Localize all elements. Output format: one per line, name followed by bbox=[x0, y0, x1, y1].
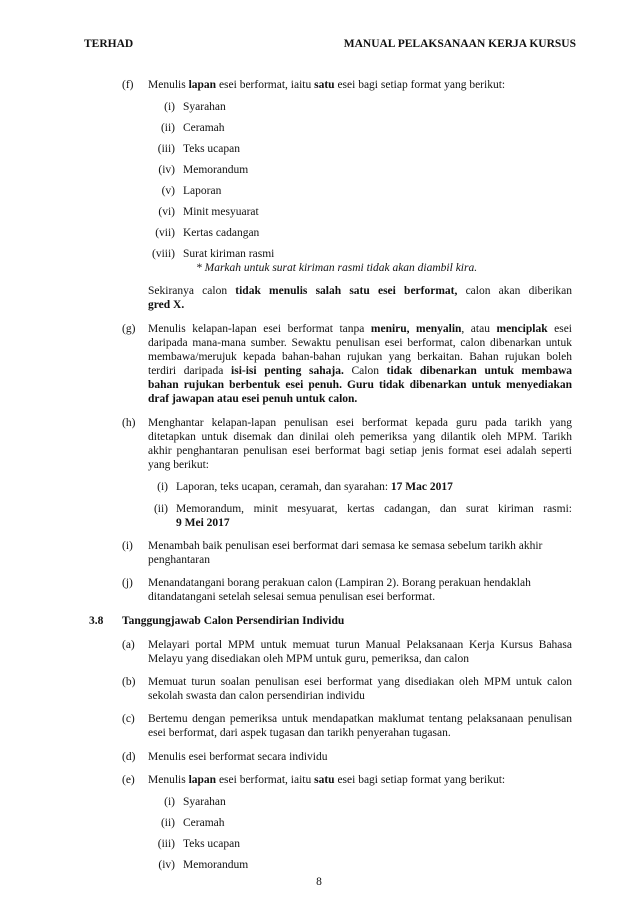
sub-item-number: (iv) bbox=[158, 164, 175, 176]
paragraph-line: ditandatangani setelah selesai semua penulisan esei berformat. bbox=[148, 591, 436, 603]
paragraph-line: penghantaran bbox=[148, 554, 210, 566]
paragraph-line: terdiri daripada isi-isi penting sahaja. Calon tidak dibenarkan untuk membawa bbox=[148, 365, 572, 377]
paragraph-line: Menghantar kelapan-lapan penulisan esei berformat kepada guru pada tarikh yang bbox=[148, 417, 572, 429]
header-right: MANUAL PELAKSANAAN KERJA KURSUS bbox=[343, 38, 576, 50]
header-left: TERHAD bbox=[84, 38, 134, 50]
sub-item-text: Ceramah bbox=[183, 122, 225, 134]
note: * Markah untuk surat kiriman rasmi tidak akan diambil kira. bbox=[196, 262, 478, 274]
item-label: (a) bbox=[122, 639, 135, 651]
sub-item-text: Teks ucapan bbox=[183, 143, 240, 155]
sub-item-text: Minit mesyuarat bbox=[183, 206, 259, 218]
sub-item-text: Syarahan bbox=[183, 796, 226, 808]
sub-item-text: Memorandum bbox=[183, 859, 249, 871]
paragraph-line: gred X. bbox=[148, 299, 185, 311]
sub-item-number: (iv) bbox=[158, 859, 175, 871]
sub-item-number: (viii) bbox=[152, 248, 175, 260]
sub-item-text: Laporan, teks ucapan, ceramah, dan syarahan: 17 Mac 2017 bbox=[176, 481, 453, 493]
sub-item-number: (vi) bbox=[158, 206, 175, 218]
sub-item-text: Memorandum bbox=[183, 164, 249, 176]
item-label: (i) bbox=[122, 540, 133, 552]
paragraph-line: ditetapkan untuk disemak dan dinilai oleh pemeriksa yang dilantik oleh MPM. Tarikh bbox=[148, 431, 572, 443]
sub-item-text: Laporan bbox=[183, 185, 222, 197]
paragraph-line: Menulis esei berformat secara individu bbox=[148, 751, 328, 763]
item-label: (j) bbox=[122, 577, 133, 589]
paragraph-line: daripada mana-mana sumber. Sewaktu penulisan esei berformat, calon dibenarkan untuk bbox=[148, 337, 572, 349]
paragraph-line: membawa/merujuk kepada bahan-bahan rujukan yang berkaitan. Bahan rujukan boleh bbox=[148, 351, 572, 363]
item-label: (c) bbox=[122, 713, 135, 725]
sub-item-number: (i) bbox=[164, 796, 175, 808]
page-header bbox=[84, 38, 576, 54]
item-label: (h) bbox=[122, 417, 136, 429]
paragraph-line: Menambah baik penulisan esei berformat dari semasa ke semasa sebelum tarikh akhir bbox=[148, 540, 543, 552]
sub-item-text: Syarahan bbox=[183, 101, 226, 113]
section-title: Tanggungjawab Calon Persendirian Individu bbox=[122, 615, 345, 627]
sub-item-number: (v) bbox=[161, 185, 175, 197]
item-label: (f) bbox=[122, 79, 134, 91]
sub-item-number: (ii) bbox=[160, 817, 175, 829]
sub-item-number: (i) bbox=[164, 101, 175, 113]
sub-item-text: 9 Mei 2017 bbox=[176, 517, 230, 529]
sub-item-text: Teks ucapan bbox=[183, 838, 240, 850]
sub-item-text: Kertas cadangan bbox=[183, 227, 260, 239]
paragraph-line: Menulis lapan esei berformat, iaitu satu esei bagi setiap format yang berikut: bbox=[148, 79, 506, 91]
paragraph-line: bahan rujukan berbentuk esei penuh. Guru tidak dibenarkan untuk menyediakan bbox=[148, 379, 572, 391]
item-label: (e) bbox=[122, 774, 135, 786]
item-label: (b) bbox=[122, 676, 136, 688]
paragraph-line: Sekiranya calon tidak menulis salah satu esei berformat, calon akan diberikan bbox=[148, 285, 572, 297]
paragraph-line: Memuat turun soalan penulisan esei berformat yang disediakan oleh MPM untuk calon bbox=[148, 676, 572, 688]
page-number: 8 bbox=[316, 876, 322, 888]
paragraph-line: sekolah swasta dan calon persendirian individu bbox=[148, 690, 365, 702]
sub-item-number: (ii) bbox=[153, 503, 168, 515]
paragraph-line: yang berikut: bbox=[148, 459, 209, 471]
paragraph-line: draf jawapan atau esei penuh untuk calon. bbox=[148, 393, 358, 405]
sub-item-number: (iii) bbox=[157, 143, 175, 155]
section-number: 3.8 bbox=[89, 615, 104, 627]
sub-item-text: Surat kiriman rasmi bbox=[183, 248, 275, 260]
sub-item-text: Ceramah bbox=[183, 817, 225, 829]
paragraph-line: Bertemu dengan pemeriksa untuk mendapatkan maklumat tentang pelaksanaan penulisan bbox=[148, 713, 572, 725]
sub-item-number: (vii) bbox=[155, 227, 175, 239]
paragraph-line: Menulis kelapan-lapan esei berformat tanpa meniru, menyalin, atau menciplak esei bbox=[148, 323, 573, 335]
paragraph-line: Melayu yang disediakan oleh MPM untuk guru, pemeriksa, dan calon bbox=[148, 653, 469, 665]
sub-item-number: (ii) bbox=[160, 122, 175, 134]
sub-item-number: (iii) bbox=[157, 838, 175, 850]
paragraph-line: akhir penghantaran penulisan esei berformat bagi setiap jenis format esei adalah seperti bbox=[148, 445, 572, 457]
paragraph-line: Menandatangani borang perakuan calon (Lampiran 2). Borang perakuan hendaklah bbox=[148, 577, 531, 589]
item-label: (g) bbox=[122, 323, 136, 335]
sub-item-number: (i) bbox=[157, 481, 168, 493]
paragraph-line: Melayari portal MPM untuk memuat turun Manual Pelaksanaan Kerja Kursus Bahasa bbox=[148, 639, 572, 651]
paragraph-line: Menulis lapan esei berformat, iaitu satu esei bagi setiap format yang berikut: bbox=[148, 774, 506, 786]
item-label: (d) bbox=[122, 751, 136, 763]
sub-item-text: Memorandum, minit mesyuarat, kertas cadangan, dan surat kiriman rasmi: bbox=[176, 503, 572, 515]
paragraph-line: esei berformat, dari aspek tugasan dan tarikh penyerahan tugasan. bbox=[148, 727, 451, 739]
